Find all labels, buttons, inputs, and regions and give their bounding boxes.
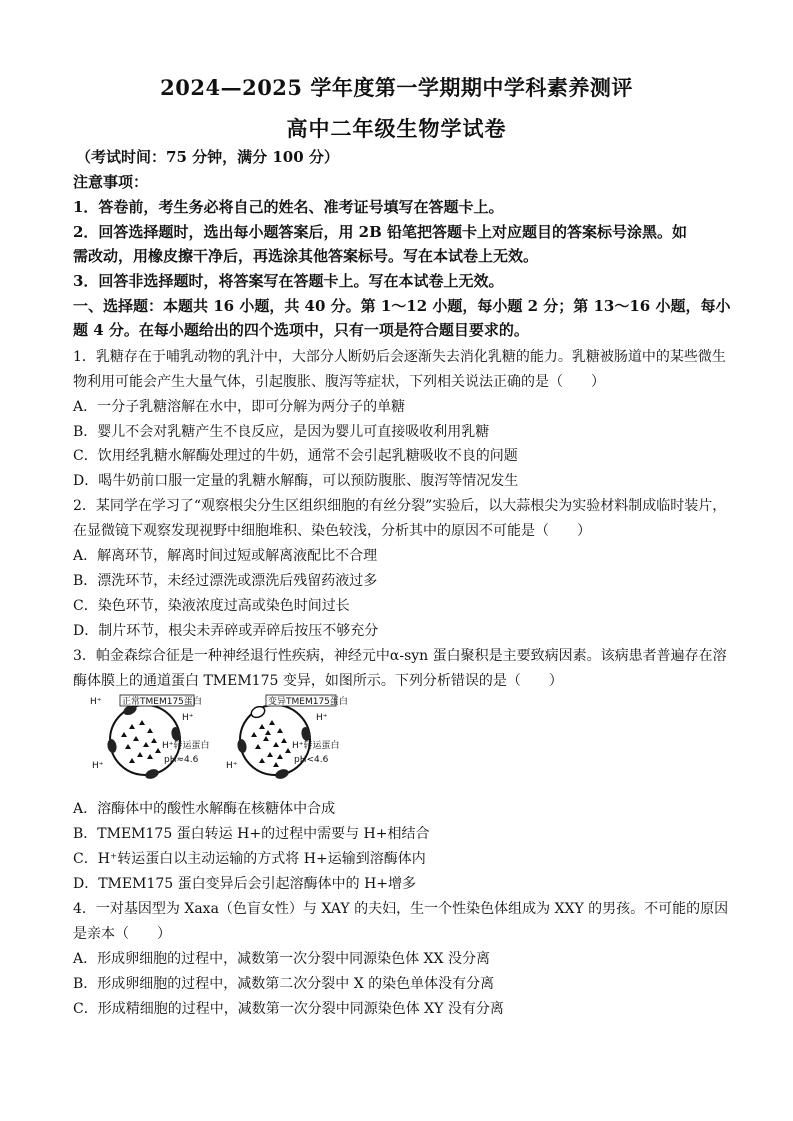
q4-stem-line-1: 4．一对基因型为 Xaxa（色盲女性）与 XAY 的夫妇，生一个性染色体组成为 XXY 的男孩。不可能的原因 — [73, 901, 729, 917]
q2-option-c: C．染色环节，染液浓度过高或染色时间过长 — [73, 598, 350, 614]
ph-normal-label: pH≈4.6 — [164, 755, 199, 765]
q3-option-b: B．TMEM175 蛋白转运 H+的过程中需要与 H+相结合 — [73, 826, 430, 842]
h-ion-label: H⁺ — [316, 713, 328, 723]
exam-title: 2024—2025 学年度第一学期期中学科素养测评 — [160, 75, 633, 100]
normal-lysosome — [90, 695, 210, 780]
q2-option-d: D．制片环节，根尖未弄碎或弄碎后按压不够充分 — [73, 623, 379, 639]
notes-heading: 注意事项： — [73, 173, 149, 191]
note-1: 1．答卷前，考生务必将自己的姓名、准考证号填写在答题卡上。 — [73, 198, 504, 216]
q3-option-c: C．H⁺转运蛋白以主动运输的方式将 H+运输到溶酶体内 — [73, 851, 426, 867]
q4-option-b: B．形成卵细胞的过程中，减数第二次分裂中 X 的染色单体没有分离 — [73, 976, 495, 992]
q3-option-d: D．TMEM175 蛋白变异后会引起溶酶体中的 H+增多 — [73, 876, 417, 892]
q2-option-a: A．解离环节，解离时间过短或解离液配比不合理 — [73, 548, 378, 564]
note-2-line-2: 需改动，用橡皮擦干净后，再选涂其他答案标号。写在本试卷上无效。 — [73, 247, 539, 265]
q1-option-a: A．一分子乳糖溶解在水中，即可分解为两分子的单糖 — [73, 399, 406, 415]
exam-info: （考试时间：75 分钟，满分 100 分） — [76, 148, 339, 166]
mutant-protein-label: 变异TMEM175蛋白 — [268, 697, 348, 707]
mutant-lysosome — [226, 695, 348, 780]
section-1-intro-line-2: 题 4 分。在每小题给出的四个选项中，只有一项是符合题目要求的。 — [73, 321, 529, 339]
q1-stem-line-2: 物利用可能会产生大量气体，引起腹胀、腹泻等症状，下列相关说法正确的是（ ） — [73, 374, 605, 390]
q1-option-c: C．饮用经乳糖水解酶处理过的牛奶，通常不会引起乳糖吸收不良的问题 — [73, 448, 518, 464]
q2-stem-line-1: 2．某同学在学习了“观察根尖分生区组织细胞的有丝分裂”实验后，以大蒜根尖为实验材料制成临时装片， — [73, 498, 727, 514]
q4-stem-line-2: 是亲本（ ） — [73, 926, 171, 942]
h-ion-label: H⁺ — [226, 761, 238, 771]
note-2-line-1: 2．回答选择题时，选出每小题答案后，用 2B 铅笔把答题卡上对应题目的答案标号涂黑。如 — [73, 223, 688, 241]
q1-option-d: D．喝牛奶前口服一定量的乳糖水解酶，可以预防腹胀、腹泻等情况发生 — [73, 473, 519, 489]
lysosome-diagram — [90, 694, 350, 780]
q2-stem-line-2: 在显微镜下观察发现视野中细胞堆积、染色较浅，分析其中的原因不可能是（ ） — [73, 523, 591, 539]
ph-mutant-label: pH<4.6 — [294, 755, 329, 765]
transporter-label: H⁺转运蛋白 — [162, 741, 210, 751]
note-3: 3．回答非选择题时，将答案写在答题卡上。写在本试卷上无效。 — [73, 272, 504, 290]
q2-option-b: B．漂洗环节，未经过漂洗或漂洗后残留药液过多 — [73, 573, 378, 589]
h-ion-label: H⁺ — [182, 713, 194, 723]
q3-option-a: A．溶酶体中的酸性水解酶在核糖体中合成 — [73, 801, 336, 817]
q4-option-a: A．形成卵细胞的过程中，减数第一次分裂中同源染色体 XX 没分离 — [73, 951, 490, 967]
q1-stem-line-1: 1．乳糖存在于哺乳动物的乳汁中，大部分人断奶后会逐渐失去消化乳糖的能力。乳糖被肠道中的某些微生 — [73, 349, 726, 365]
h-ion-label: H⁺ — [92, 761, 104, 771]
exam-subtitle: 高中二年级生物学试卷 — [286, 116, 507, 141]
q4-option-c: C．形成精细胞的过程中，减数第一次分裂中同源染色体 XY 没有分离 — [73, 1001, 504, 1017]
normal-protein-label: 正常TMEM175蛋白 — [122, 697, 202, 707]
h-ion-label: H⁺ — [90, 697, 102, 707]
q3-stem-line-1: 3．帕金森综合征是一种神经退行性疾病，神经元中α-syn 蛋白聚积是主要致病因素。该病患者普遍存在溶 — [73, 648, 727, 664]
section-1-intro-line-1: 一、选择题：本题共 16 小题，共 40 分。第 1～12 小题，每小题 2 分；第 13～16 小题，每小 — [73, 297, 731, 315]
q3-stem-line-2: 酶体膜上的通道蛋白 TMEM175 变异，如图所示。下列分析错误的是（ ） — [73, 673, 563, 689]
q1-option-b: B．婴儿不会对乳糖产生不良反应，是因为婴儿可直接吸收利用乳糖 — [73, 424, 490, 440]
transporter-label: H⁺转运蛋白 — [292, 741, 340, 751]
